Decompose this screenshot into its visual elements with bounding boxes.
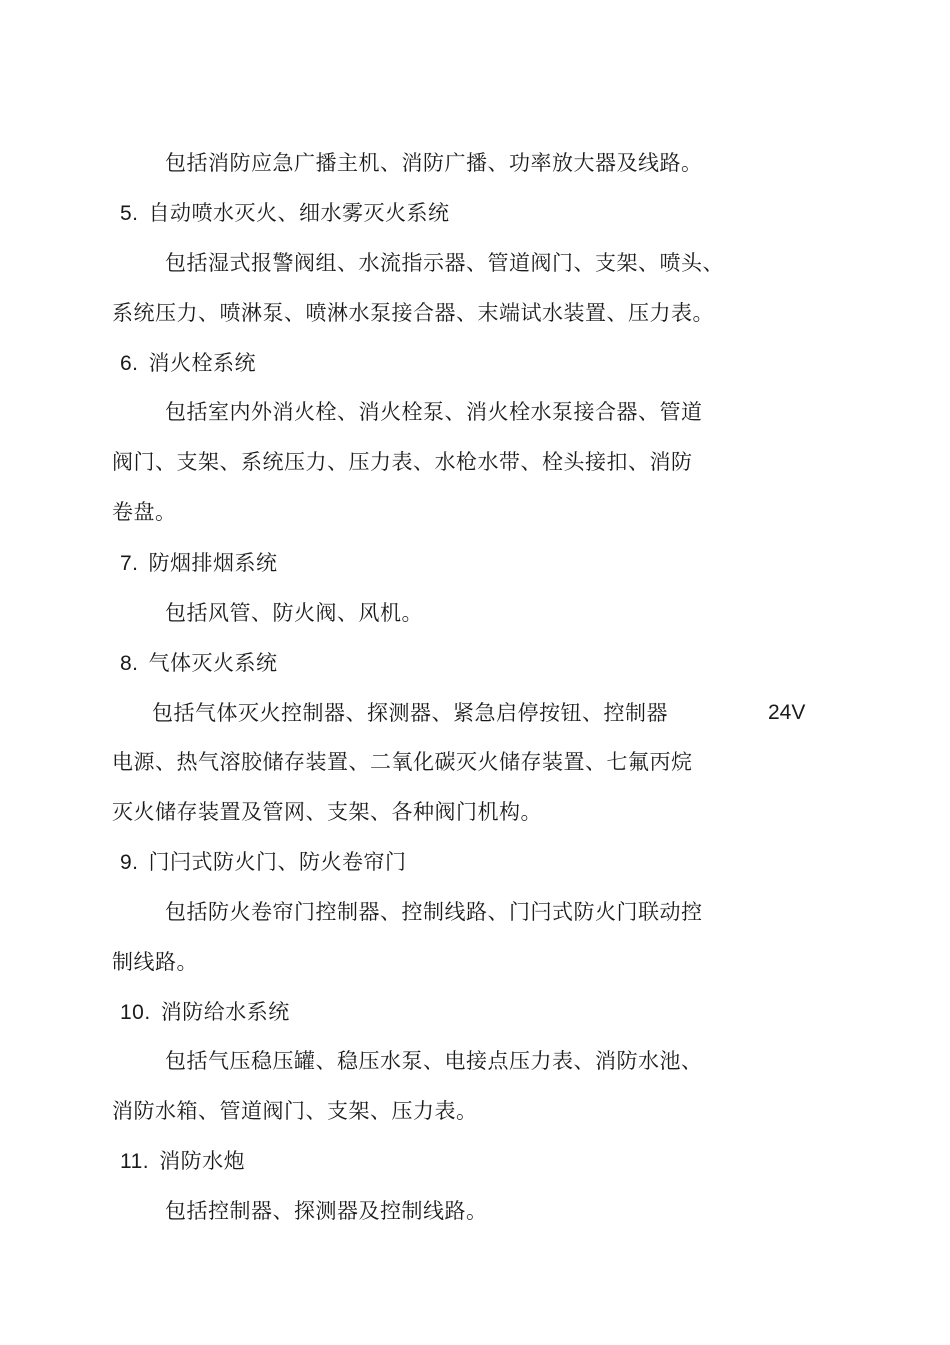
section-heading	[120, 199, 450, 228]
body-text-line: 制线路。	[112, 950, 198, 974]
body-text-line: 包括控制器、探测器及控制线路。	[165, 1199, 488, 1223]
section-title: 消防给水系统	[160, 1000, 290, 1024]
section-number: 10.	[120, 1001, 151, 1024]
section-title: 消火栓系统	[148, 351, 257, 375]
body-text-line: 灭火储存装置及管网、支架、各种阀门机构。	[112, 800, 542, 824]
body-text-line: 包括气体灭火控制器、探测器、紧急启停按钮、控制器	[152, 701, 668, 725]
section-number: 9.	[120, 851, 139, 874]
section-heading	[120, 549, 278, 578]
section-title: 门闩式防火门、防火卷帘门	[148, 850, 407, 874]
section-number: 11.	[120, 1150, 150, 1173]
section-number: 8.	[120, 652, 139, 675]
body-text-line: 包括防火卷帘门控制器、控制线路、门闩式防火门联动控	[165, 900, 703, 924]
section-heading	[120, 649, 278, 678]
body-text-line: 包括室内外消火栓、消火栓泵、消火栓水泵接合器、管道	[165, 400, 703, 424]
section-heading	[120, 848, 407, 877]
body-text-line: 阀门、支架、系统压力、压力表、水枪水带、栓头接扣、消防	[112, 450, 693, 474]
body-text-line: 包括风管、防火阀、风机。	[165, 601, 423, 625]
section-number: 7.	[120, 552, 139, 575]
section-number: 6.	[120, 352, 139, 375]
section-title: 气体灭火系统	[148, 651, 278, 675]
body-text-line: 包括消防应急广播主机、消防广播、功率放大器及线路。	[165, 151, 703, 175]
section-title: 消防水炮	[159, 1149, 246, 1173]
section-title: 自动喷水灭火、细水雾灭火系统	[148, 201, 450, 225]
section-heading	[120, 1147, 245, 1176]
body-text-line: 消防水箱、管道阀门、支架、压力表。	[112, 1099, 478, 1123]
voltage-label: 24V	[768, 701, 806, 724]
body-text-line: 包括湿式报警阀组、水流指示器、管道阀门、支架、喷头、	[165, 251, 724, 275]
section-number: 5.	[120, 202, 139, 225]
section-heading	[120, 998, 290, 1027]
body-text-line: 包括气压稳压罐、稳压水泵、电接点压力表、消防水池、	[165, 1049, 703, 1073]
body-text-line: 系统压力、喷淋泵、喷淋水泵接合器、末端试水装置、压力表。	[112, 301, 714, 325]
body-text-line: 电源、热气溶胶储存装置、二氧化碳灭火储存装置、七氟丙烷	[112, 750, 693, 774]
body-text-line: 卷盘。	[112, 500, 177, 524]
section-title: 防烟排烟系统	[148, 551, 278, 575]
section-heading	[120, 349, 256, 378]
